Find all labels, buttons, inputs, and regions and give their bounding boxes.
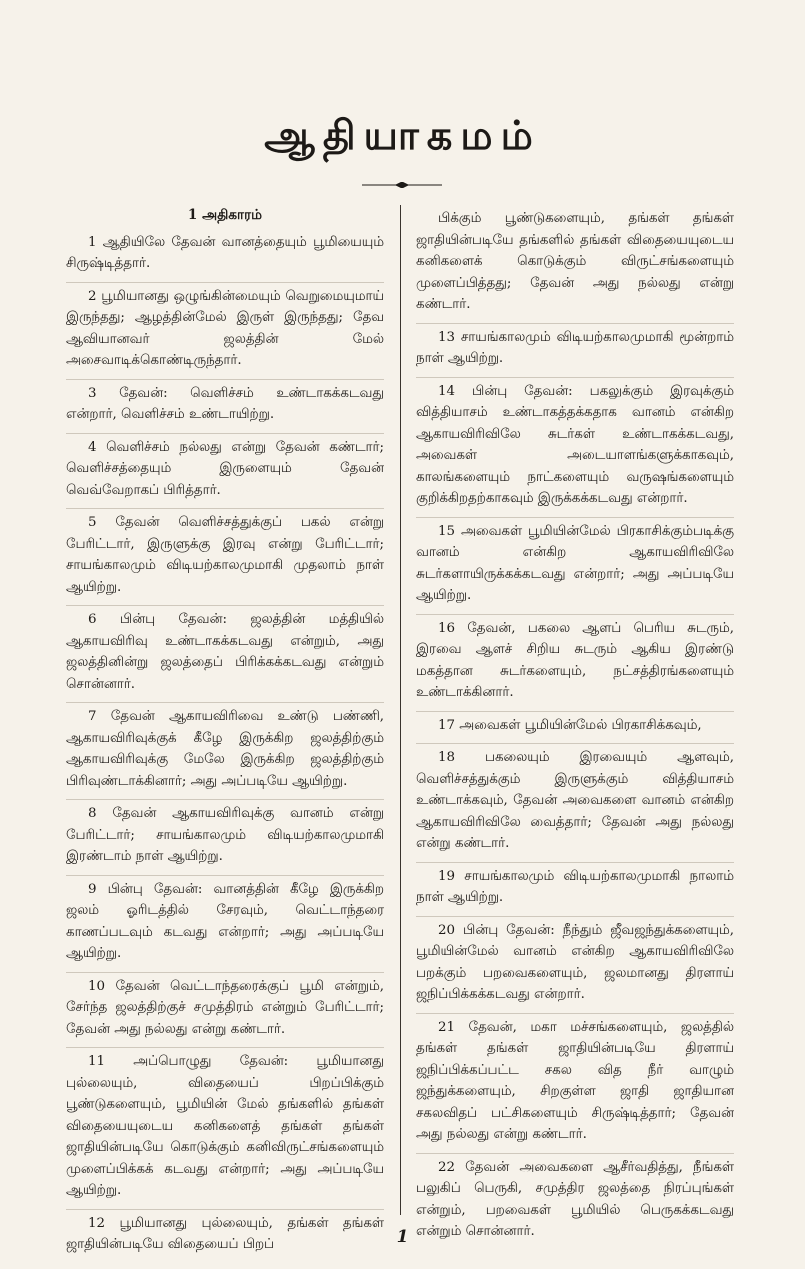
verse-6: 6 பின்பு தேவன்: ஜலத்தின் மத்தியில் ஆகாயவிரிவு உண்டாகக்கடவது என்றும், அது ஜலத்தினின்று ஜலத்தைப் பிரிக்கக்கடவது என்றும் சொன்னார். <box>66 606 384 703</box>
verse-10: 10 தேவன் வெட்டாந்தரைக்குப் பூமி என்றும், சேர்ந்த ஜலத்திற்குச் சமுத்திரம் என்றும் பேரிட்டார்; தேவன் அது நல்லது என்று கண்டார். <box>66 973 384 1049</box>
verse-2: 2 பூமியானது ஒழுங்கின்மையும் வெறுமையுமாய் இருந்தது; ஆழத்தின்மேல் இருள் இருந்தது; தேவ ஆவியானவர் ஜலத்தின் மேல் அசைவாடிக்கொண்டிருந்தார். <box>66 283 384 380</box>
verse-21: 21 தேவன், மகா மச்சங்களையும், ஜலத்தில் தங்கள் தங்கள் ஜாதியின்படியே திரளாய் ஜநிப்பிக்கப்பட்ட சகல வித நீர் வாழும் ஜந்துக்களையும், சிறகுள்ள ஜாதி ஜாதியான சகலவிதப் பட்சிகளையும் சிருஷ்டித்தார்; தேவன் அது நல்லது என்று கண்டார். <box>416 1014 734 1154</box>
verse-3: 3 தேவன்: வெளிச்சம் உண்டாகக்கடவது என்றார், வெளிச்சம் உண்டாயிற்று. <box>66 380 384 434</box>
verse-4: 4 வெளிச்சம் நல்லது என்று தேவன் கண்டார்; வெளிச்சத்தையும் இருளையும் தேவன் வெவ்வேறாகப் பிரித்தார். <box>66 434 384 510</box>
verse-12-continued: பிக்கும் பூண்டுகளையும், தங்கள் தங்கள் ஜாதியின்படியே தங்களில் தங்கள் விதையையுடைய கனிகளைக் கொடுக்கும் விருட்சங்களையும் முளைப்பித்தது; தேவன் அது நல்லது என்று கண்டார். <box>416 205 734 324</box>
page-number: 1 <box>396 1227 409 1247</box>
verse-16: 16 தேவன், பகலை ஆளப் பெரிய சுடரும், இரவை ஆளச் சிறிய சுடரும் ஆகிய இரண்டு மகத்தான சுடர்களையும், நட்சத்திரங்களையும் உண்டாக்கினார். <box>416 615 734 712</box>
right-column <box>416 205 734 1250</box>
verse-1: 1 ஆதியிலே தேவன் வானத்தையும் பூமியையும் சிருஷ்டித்தார். <box>66 229 384 283</box>
verse-19: 19 சாயங்காலமும் விடியற்காலமுமாகி நாலாம் நாள் ஆயிற்று. <box>416 863 734 917</box>
left-column <box>66 205 384 1263</box>
verse-12-start: 12 பூமியானது புல்லையும், தங்கள் தங்கள் ஜாதியின்படியே விதையைப் பிறப் <box>66 1215 384 1252</box>
verse-20: 20 பின்பு தேவன்: நீந்தும் ஜீவஜந்துக்களையும், பூமியின்மேல் வானம் என்கிற ஆகாயவிரிவிலே பறக்கும் பறவைகளையும், ஜலமானது திரளாய் ஜநிப்பிக்கக்கடவது என்றார். <box>416 917 734 1014</box>
verse-8: 8 தேவன் ஆகாயவிரிவுக்கு வானம் என்று பேரிட்டார்; சாயங்காலமும் விடியற்காலமுமாகி இரண்டாம் நாள் ஆயிற்று. <box>66 800 384 876</box>
verse-9: 9 பின்பு தேவன்: வானத்தின் கீழே இருக்கிற ஜலம் ஓரிடத்தில் சேரவும், வெட்டாந்தரை காணப்படவும் கடவது என்றார்; அது அப்படியே ஆயிற்று. <box>66 876 384 973</box>
verse-15: 15 அவைகள் பூமியின்மேல் பிரகாசிக்கும்படிக்கு வானம் என்கிற ஆகாயவிரிவிலே சுடர்களாயிருக்கக்கடவது என்றார்; அது அப்படியே ஆயிற்று. <box>416 518 734 615</box>
book-title: ஆதியாகமம் <box>264 112 541 159</box>
verse-17: 17 அவைகள் பூமியின்மேல் பிரகாசிக்கவும், <box>416 712 734 745</box>
verse-13: 13 சாயங்காலமும் விடியற்காலமுமாகி மூன்றாம் நாள் ஆயிற்று. <box>416 324 734 378</box>
verse-18: 18 பகலையும் இரவையும் ஆளவும், வெளிச்சத்துக்கும் இருளுக்கும் வித்தியாசம் உண்டாக்கவும், தேவன் அவைகளை வானம் என்கிற ஆகாயவிரிவிலே வைத்தார்; தேவன் அது நல்லது என்று கண்டார். <box>416 744 734 863</box>
title-ornament <box>362 182 442 188</box>
verse-7: 7 தேவன் ஆகாயவிரிவை உண்டு பண்ணி, ஆகாயவிரிவுக்குக் கீழே இருக்கிற ஜலத்திற்கும் ஆகாயவிரிவுக்கு மேலே இருக்கிற ஜலத்திற்கும் பிரிவுண்டாக்கினார்; அது அப்படியே ஆயிற்று. <box>66 703 384 800</box>
verse-5: 5 தேவன் வெளிச்சத்துக்குப் பகல் என்று பேரிட்டார், இருளுக்கு இரவு என்று பேரிட்டார்; சாயங்காலமும் விடியற்காலமுமாகி முதலாம் நாள் ஆயிற்று. <box>66 509 384 606</box>
verse-14: 14 பின்பு தேவன்: பகலுக்கும் இரவுக்கும் வித்தியாசம் உண்டாகத்தக்கதாக வானம் என்கிற ஆகாயவிரிவிலே சுடர்கள் உண்டாகக்கடவது, அவைகள் அடையாளங்களுக்காகவும், காலங்களையும் நாட்களையும் வருஷங்களையும் குறிக்கிறதற்காகவும் இருக்கக்கடவது என்றார். <box>416 378 734 518</box>
column-divider <box>400 205 401 1215</box>
verse-11: 11 அப்பொழுது தேவன்: பூமியானது புல்லையும், விதையைப் பிறப்பிக்கும் பூண்டுகளையும், பூமியின் மேல் தங்களில் தங்கள் விதையையுடைய கனிகளைத் தங்கள் தங்கள் ஜாதியின்படியே கொடுக்கும் கனிவிருட்சங்களையும் முளைப்பிக்கக் கடவது என்றார்; அது அப்படியே ஆயிற்று. <box>66 1048 384 1210</box>
verse-22: 22 தேவன் அவைகளை ஆசீர்வதித்து, நீங்கள் பலுகிப் பெருகி, சமுத்திர ஜலத்தை நிரப்புங்கள் என்றும், பறவைகள் பூமியில் பெருகக்கடவது என்றும் சொன்னார். <box>416 1159 734 1239</box>
chapter-heading: 1 அதிகாரம் <box>187 207 263 223</box>
